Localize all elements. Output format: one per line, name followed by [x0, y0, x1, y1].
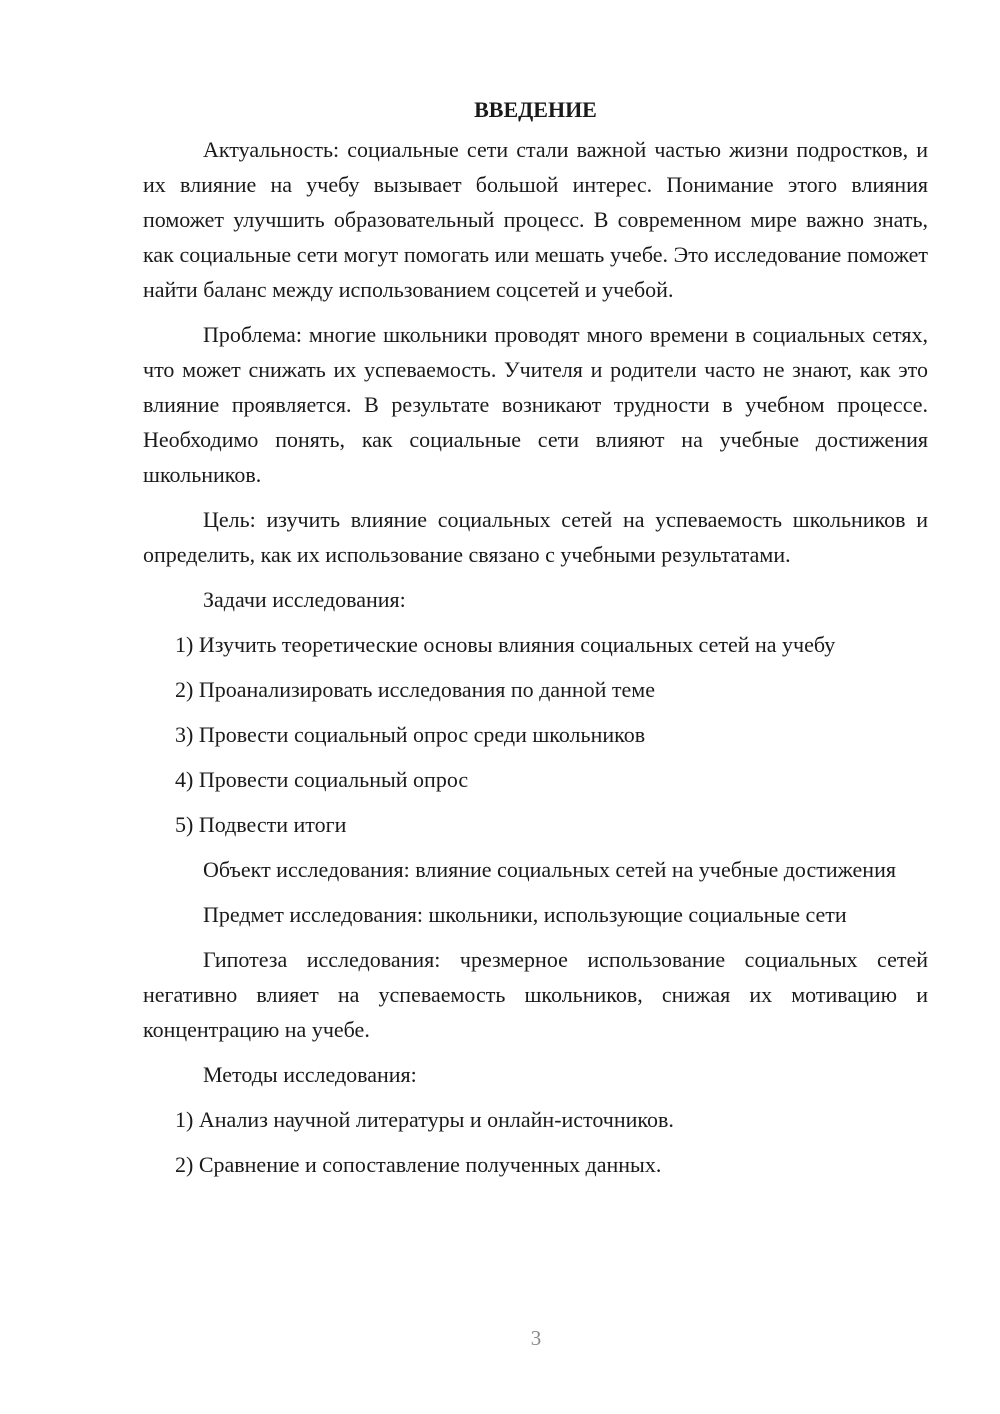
object-paragraph: Объект исследования: влияние социальных сетей на учебные достижения — [203, 857, 896, 882]
list-item: 1) Анализ научной литературы и онлайн-источников. — [175, 1107, 674, 1132]
methods-heading: Методы исследования: — [203, 1062, 417, 1087]
page-number: 3 — [530, 1326, 542, 1350]
list-item: 3) Провести социальный опрос среди школьников — [175, 722, 646, 747]
tasks-list — [143, 627, 928, 842]
list-item: 2) Проанализировать исследования по данной теме — [175, 677, 655, 702]
goal-paragraph: Цель: изучить влияние социальных сетей на успеваемость школьников и определить, как их использование связано с учебными результатами. — [143, 507, 928, 567]
hypothesis-paragraph: Гипотеза исследования: чрезмерное использование социальных сетей негативно влияет на успеваемость школьников, снижая их мотивацию и концентрацию на учебе. — [143, 947, 928, 1042]
tasks-heading: Задачи исследования: — [203, 587, 406, 612]
relevance-paragraph: Актуальность: социальные сети стали важной частью жизни подростков, и их влияние на учебу вызывает большой интерес. Понимание этого влияния поможет улучшить образовательный процесс. В современном мире важно знать, как социальные сети могут помогать или мешать учебе. Это исследование поможет найти баланс между использованием соцсетей и учебой. — [143, 137, 928, 302]
section-title: ВВЕДЕНИЕ — [474, 97, 597, 122]
list-item: 5) Подвести итоги — [175, 812, 347, 837]
subject-paragraph: Предмет исследования: школьники, использующие социальные сети — [203, 902, 847, 927]
list-item: 2) Сравнение и сопоставление полученных данных. — [175, 1152, 662, 1177]
methods-list — [143, 1102, 928, 1182]
problem-paragraph: Проблема: многие школьники проводят много времени в социальных сетях, что может снижать их успеваемость. Учителя и родители часто не знают, как это влияние проявляется. В результате возникают трудности в учебном процессе. Необходимо понять, как социальные сети влияют на учебные достижения школьников. — [143, 322, 928, 487]
page-content — [143, 92, 928, 1192]
list-item: 4) Провести социальный опрос — [175, 767, 469, 792]
list-item: 1) Изучить теоретические основы влияния социальных сетей на учебу — [175, 632, 836, 657]
